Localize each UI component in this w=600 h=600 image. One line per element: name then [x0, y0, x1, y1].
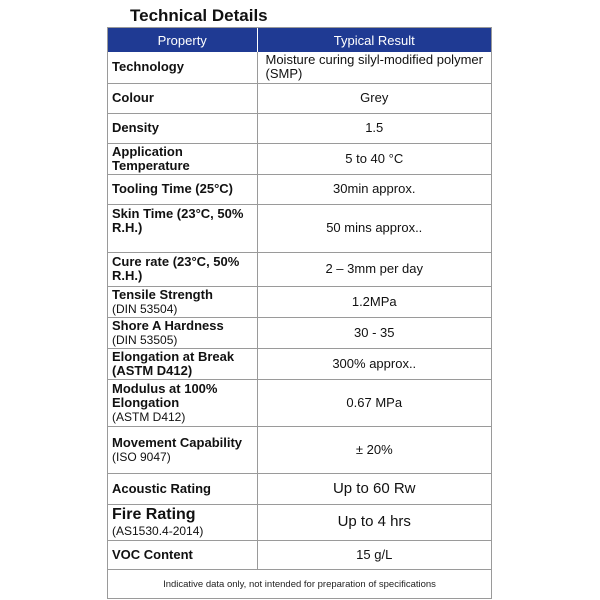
table-row: [108, 317, 491, 348]
value-cell: Grey: [257, 83, 491, 113]
header-typical-result: Typical Result: [257, 28, 491, 52]
value-cell: 50 mins approx..: [257, 204, 491, 252]
property-cell: Tooling Time (25°C): [108, 174, 257, 204]
property-standard: (ASTM D412): [112, 409, 186, 424]
table-row: [108, 143, 491, 174]
property-cell: Skin Time (23°C, 50% R.H.): [108, 204, 257, 252]
value-cell: 5 to 40 °C: [257, 143, 491, 174]
value-cell: 0.67 MPa: [257, 379, 491, 426]
property-name: Shore A Hardness: [112, 317, 224, 333]
table-row: [108, 473, 491, 504]
property-cell: Application Temperature: [108, 143, 257, 174]
value-cell: 300% approx..: [257, 348, 491, 379]
property-cell: Elongation at Break (ASTM D412): [108, 348, 257, 379]
value-cell: 1.5: [257, 113, 491, 143]
property-cell: Acoustic Rating: [108, 473, 257, 504]
property-name: Movement Capability: [112, 434, 243, 450]
property-cell: Density: [108, 113, 257, 143]
table-row: [108, 204, 491, 252]
header-property: Property: [108, 28, 257, 52]
value-cell: Up to 60 Rw: [257, 473, 491, 504]
property-standard: (DIN 53504): [112, 301, 178, 316]
property-cell: [108, 426, 257, 473]
value-cell: Moisture curing silyl-modified polymer (SMP): [257, 52, 491, 83]
property-standard: (AS1530.4-2014): [112, 524, 204, 538]
value-cell: 30min approx.: [257, 174, 491, 204]
table-row: [108, 426, 491, 473]
property-name: Fire Rating: [112, 506, 196, 523]
property-cell: [108, 379, 257, 426]
value-cell: 15 g/L: [257, 540, 491, 569]
property-standard: (DIN 53505): [112, 332, 178, 347]
footnote: Indicative data only, not intended for preparation of specifications: [163, 578, 436, 590]
value-cell: ± 20%: [257, 426, 491, 473]
table-row: [108, 504, 491, 540]
property-cell: [108, 286, 257, 317]
value-cell: Up to 4 hrs: [257, 504, 491, 540]
property-standard: (ISO 9047): [112, 449, 171, 464]
property-cell: Cure rate (23°C, 50% R.H.): [108, 252, 257, 286]
property-cell: Technology: [108, 52, 257, 83]
value-cell: 1.2MPa: [257, 286, 491, 317]
table-row: [108, 348, 491, 379]
table-row: [108, 540, 491, 569]
table-header-row: [108, 28, 491, 52]
property-cell: [108, 504, 257, 540]
value-cell: 2 – 3mm per day: [257, 252, 491, 286]
table-row: [108, 52, 491, 83]
property-name: Modulus at 100% Elongation: [112, 380, 218, 410]
property-name: Tensile Strength: [112, 286, 213, 302]
value-cell: 30 - 35: [257, 317, 491, 348]
table-row: [108, 174, 491, 204]
table-row: [108, 83, 491, 113]
property-cell: [108, 317, 257, 348]
table-row: [108, 113, 491, 143]
technical-details-table: [107, 27, 492, 599]
table-row: [108, 286, 491, 317]
page-title: Technical Details: [130, 6, 268, 25]
property-cell: Colour: [108, 83, 257, 113]
property-cell: VOC Content: [108, 540, 257, 569]
table-row: [108, 379, 491, 426]
table-row: [108, 252, 491, 286]
